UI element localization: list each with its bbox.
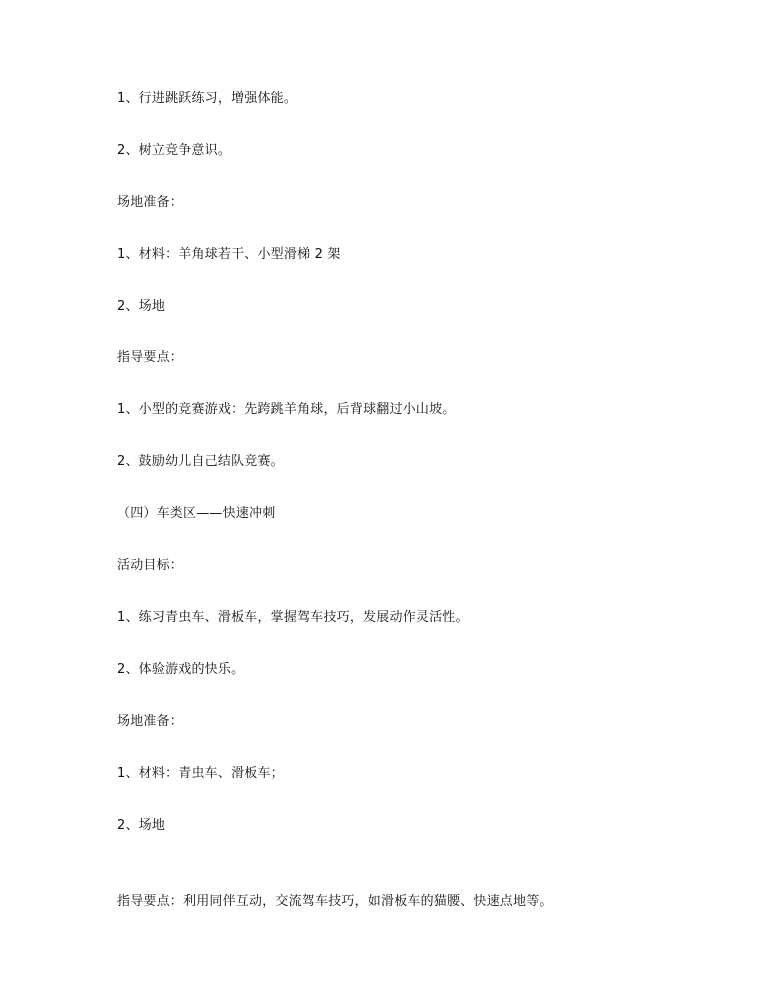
guidance-item-1: 1、小型的竞赛游戏：先跨跳羊角球，后背球翻过小山坡。 bbox=[117, 402, 456, 417]
venue-item-2: 2、场地 bbox=[117, 299, 166, 314]
section-heading-goals: 活动目标： bbox=[117, 558, 184, 573]
section-heading-guidance: 指导要点： bbox=[117, 350, 184, 365]
venue-item-1: 1、材料：羊角球若干、小型滑梯 2 架 bbox=[117, 247, 341, 262]
section-heading-venue: 场地准备： bbox=[117, 714, 184, 729]
section-heading-venue: 场地准备： bbox=[117, 195, 184, 210]
guidance-item-2: 2、鼓励幼儿自己结队竞赛。 bbox=[117, 454, 284, 469]
venue-item-1: 1、材料：青虫车、滑板车； bbox=[117, 766, 284, 781]
goal-item-1: 1、行进跳跃练习，增强体能。 bbox=[117, 91, 298, 106]
section-title-vehicle: （四）车类区——快速冲刺 bbox=[117, 506, 276, 521]
goal-item-2: 2、体验游戏的快乐。 bbox=[117, 662, 245, 677]
venue-item-2: 2、场地 bbox=[117, 818, 166, 833]
guidance-paragraph: 指导要点：利用同伴互动，交流驾车技巧，如滑板车的猫腰、快速点地等。 bbox=[117, 894, 553, 909]
goal-item-2: 2、树立竞争意识。 bbox=[117, 143, 232, 158]
goal-item-1: 1、练习青虫车、滑板车，掌握驾车技巧，发展动作灵活性。 bbox=[117, 610, 469, 625]
